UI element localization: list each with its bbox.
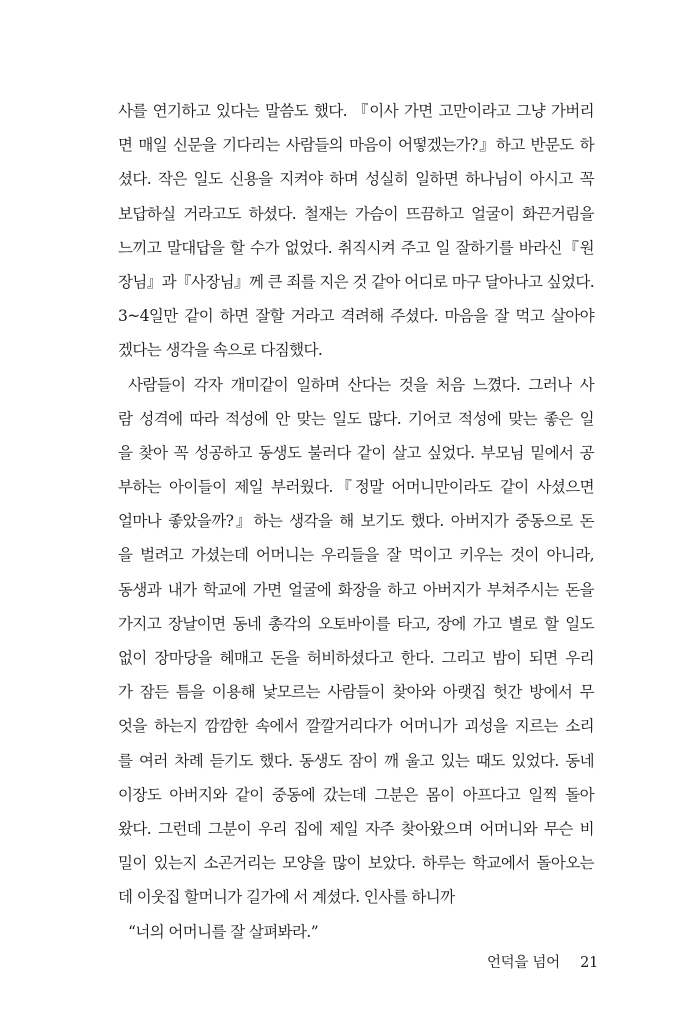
text-line: 엇을 하는지 깜깜한 속에서 깔깔거리다가 어머니가 괴성을 지르는 소리 [118, 717, 594, 736]
text-line: 람 성격에 따라 적성에 안 맞는 일도 많다. 기어코 적성에 맞는 좋은 일 [118, 409, 594, 428]
text-line: 를 여러 차례 듣기도 했다. 동생도 잠이 깨 울고 있는 때도 있었다. 동네 [118, 751, 594, 770]
text-line: 을 찾아 꼭 성공하고 동생도 불러다 같이 살고 싶었다. 부모님 밑에서 공 [118, 443, 594, 462]
text-line: 가 잠든 틈을 이용해 낯모르는 사람들이 찾아와 아랫집 헛간 방에서 무 [118, 683, 594, 702]
quote-line: “너의 어머니를 잘 살펴봐라.” [128, 922, 319, 941]
text-line: 3~4일만 같이 하면 잘할 거라고 격려해 주셨다. 마음을 잘 먹고 살아야 [118, 307, 594, 326]
text-line: 없이 장마당을 헤매고 돈을 허비하셨다고 한다. 그리고 밤이 되면 우리 [118, 649, 594, 667]
text-line: 면 매일 신문을 기다리는 사람들의 마음이 어떻겠는가?』하고 반문도 하 [118, 136, 594, 155]
text-line: 가지고 장날이면 동네 총각의 오토바이를 타고, 장에 가고 별로 할 일도 [118, 614, 594, 633]
text-line: 데 이웃집 할머니가 길가에 서 계셨다. 인사를 하니까 [118, 888, 455, 907]
running-title: 언덕을 넘어 [486, 955, 560, 971]
text-line: 장님』과『사장님』께 큰 죄를 지은 것 같아 어디로 마구 달아나고 싶었다. [118, 272, 595, 291]
text-line: 느끼고 말대답을 할 수가 없었다. 취직시켜 주고 일 잘하기를 바라신『원 [118, 238, 594, 257]
page-number: 21 [580, 955, 598, 971]
text-line: 밀이 있는지 소곤거리는 모양을 많이 보았다. 하루는 학교에서 돌아오는 [118, 854, 594, 873]
text-line: 얼마나 좋았을까?』하는 생각을 해 보기도 했다. 아버지가 중동으로 돈 [118, 512, 594, 531]
page-footer [487, 953, 598, 973]
text-line: 을 벌려고 가셨는데 어머니는 우리들을 잘 먹이고 키우는 것이 아니라, [118, 546, 594, 565]
text-line: 보답하실 거라고도 하셨다. 철재는 가슴이 뜨끔하고 얼굴이 화끈거림을 [118, 204, 594, 223]
text-line: 왔다. 그런데 그분이 우리 집에 제일 자주 찾아왔으며 어머니와 무슨 비 [118, 819, 594, 838]
body-text [118, 94, 594, 949]
text-line: 사람들이 각자 개미같이 일하며 산다는 것을 처음 느꼈다. 그러나 사 [128, 375, 594, 394]
text-line: 겠다는 생각을 속으로 다짐했다. [118, 341, 323, 360]
text-line: 셨다. 작은 일도 신용을 지켜야 하며 성실히 일하면 하나님이 아시고 꼭 [118, 170, 594, 189]
text-line: 이장도 아버지와 같이 중동에 갔는데 그분은 몸이 아프다고 일찍 돌아 [118, 785, 594, 804]
text-line: 동생과 내가 학교에 가면 얼굴에 화장을 하고 아버지가 부쳐주시는 돈을 [118, 580, 594, 599]
text-line: 사를 연기하고 있다는 말씀도 했다. 『이사 가면 고만이라고 그냥 가버리 [118, 102, 594, 120]
text-line: 부하는 아이들이 제일 부러웠다.『정말 어머니만이라도 같이 사셨으면 [118, 478, 594, 497]
